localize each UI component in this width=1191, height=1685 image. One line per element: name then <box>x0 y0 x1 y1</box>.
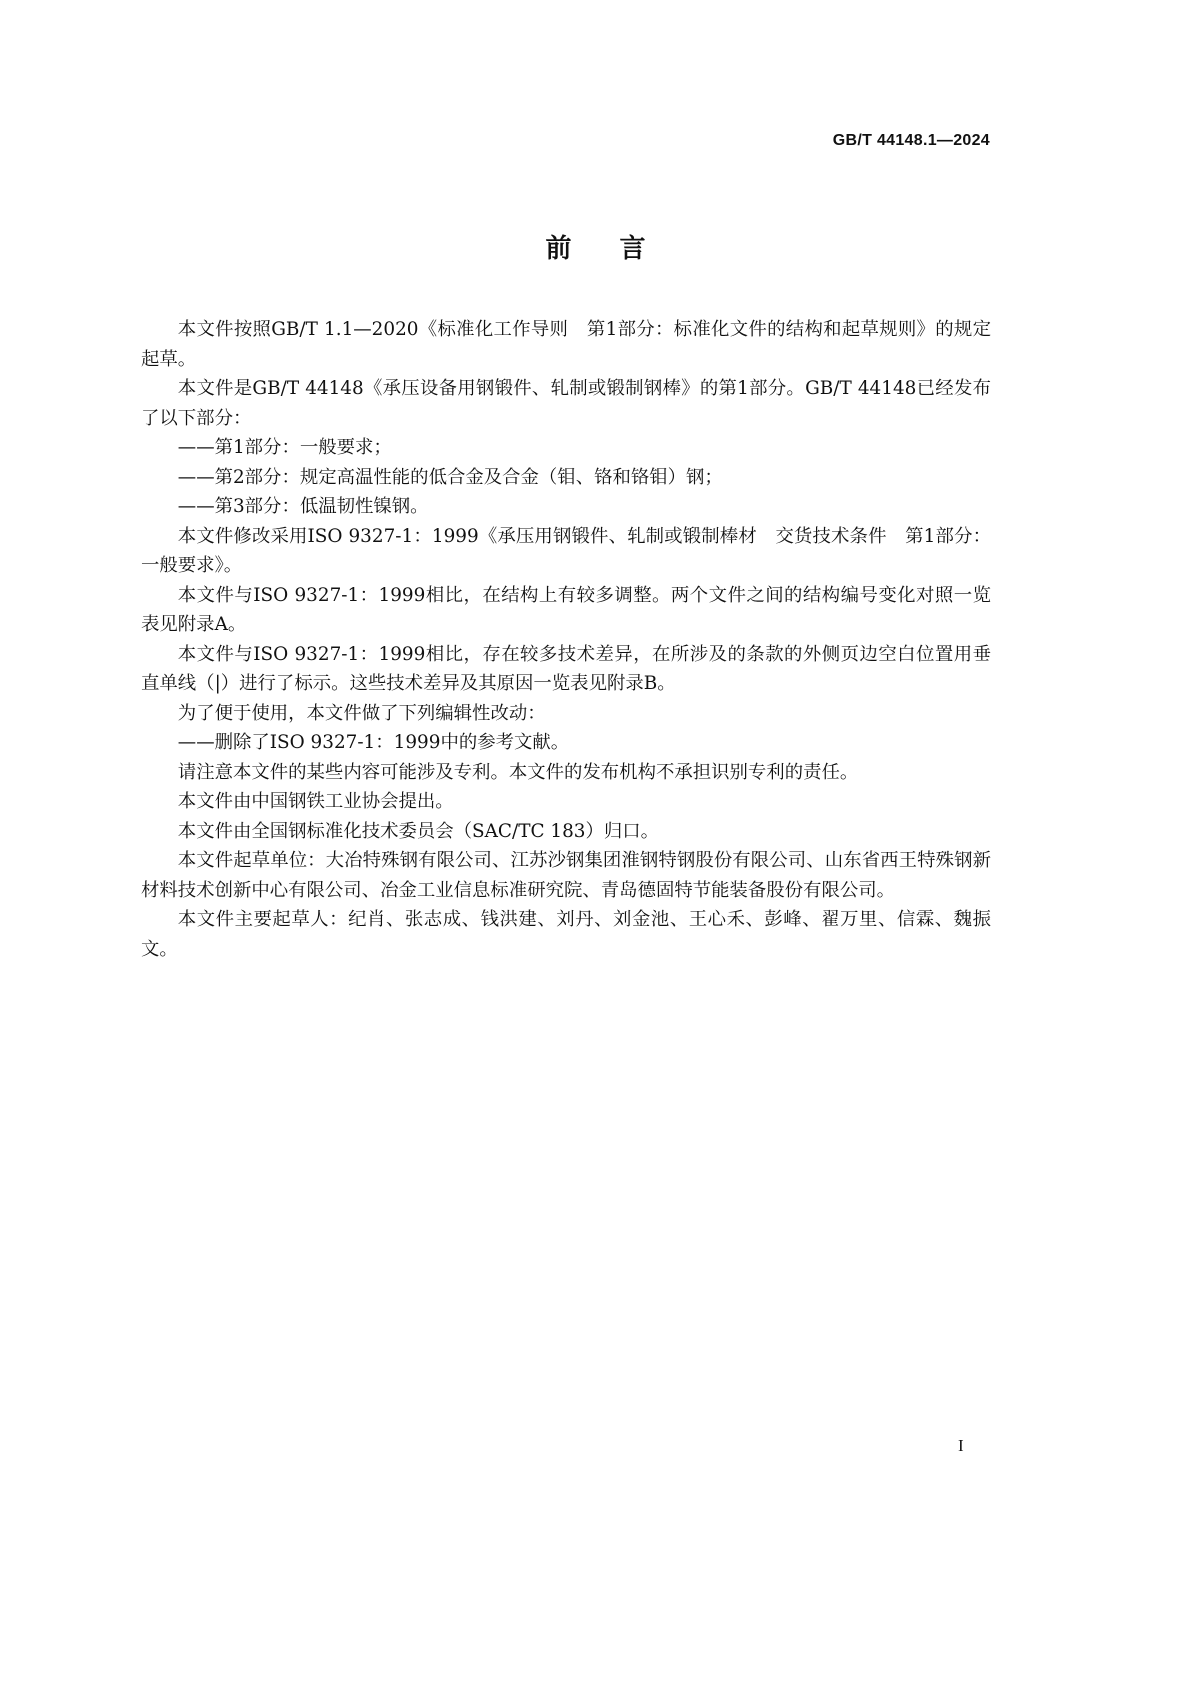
paragraph: 本文件按照GB/T 1.1—2020《标准化工作导则 第1部分：标准化文件的结构和起草规则》的规定起草。 <box>141 319 991 370</box>
page-title: 前言 <box>545 234 694 264</box>
standard-code: GB/T 44148.1—2024 <box>832 132 990 149</box>
list-item: ——第1部分：一般要求； <box>177 437 392 458</box>
paragraph: 本文件修改采用ISO 9327-1：1999《承压用钢锻件、轧制或锻制棒材 交货技术条件 第1部分：一般要求》。 <box>141 525 991 576</box>
list-item: ——第2部分：规定高温性能的低合金及合金（钼、铬和铬钼）钢； <box>177 466 723 488</box>
page-number: I <box>958 1436 964 1455</box>
paragraph: 本文件由全国钢标准化技术委员会（SAC/TC 183）归口。 <box>177 820 660 842</box>
paragraph: 本文件与ISO 9327-1：1999相比，在结构上有较多调整。两个文件之间的结构编号变化对照一览表见附录A。 <box>141 584 991 635</box>
paragraph: 本文件与ISO 9327-1：1999相比，存在较多技术差异，在所涉及的条款的外侧页边空白位置用垂直单线（|）进行了标示。这些技术差异及其原因一览表见附录B。 <box>141 643 991 694</box>
paragraph: 本文件由中国钢铁工业协会提出。 <box>177 791 454 812</box>
paragraph: 请注意本文件的某些内容可能涉及专利。本文件的发布机构不承担识别专利的责任。 <box>177 761 859 783</box>
foreword-body <box>141 315 991 964</box>
paragraph: 为了便于使用，本文件做了下列编辑性改动： <box>177 702 546 724</box>
paragraph: 本文件起草单位：大冶特殊钢有限公司、江苏沙钢集团淮钢特钢股份有限公司、山东省西王特殊钢新材料技术创新中心有限公司、冶金工业信息标准研究院、青岛德固特节能装备股份有限公司。 <box>141 850 991 901</box>
paragraph: 本文件是GB/T 44148《承压设备用钢锻件、轧制或锻制钢棒》的第1部分。GB/T 44148已经发布了以下部分： <box>141 378 991 429</box>
list-item: ——第3部分：低温韧性镍钢。 <box>177 496 429 517</box>
list-item: ——删除了ISO 9327-1：1999中的参考文献。 <box>177 732 570 753</box>
paragraph: 本文件主要起草人：纪肖、张志成、钱洪建、刘丹、刘金池、王心禾、彭峰、翟万里、信霖、魏振文。 <box>141 909 991 960</box>
